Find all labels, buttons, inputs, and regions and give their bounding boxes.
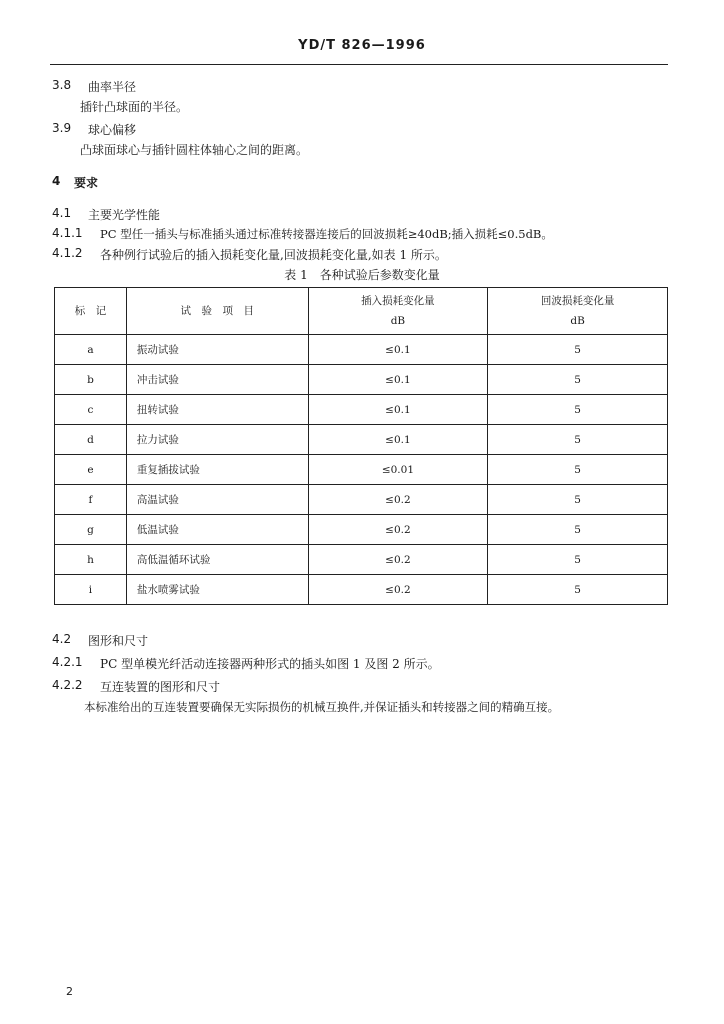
table-caption: 表 1 各种试验后参数变化量 <box>284 268 440 282</box>
cell-item: 盐水喷雾试验 <box>126 575 308 605</box>
table-row <box>55 425 668 455</box>
cell-mark: b <box>55 365 127 395</box>
cell-return-loss: 5 <box>488 395 668 425</box>
header-insertion-loss-label: 插入损耗变化量 <box>361 295 435 307</box>
section-title: 图形和尺寸 <box>88 634 149 648</box>
section-title: 球心偏移 <box>88 123 137 137</box>
section-number: 4.1.1 <box>52 226 83 240</box>
cell-insertion-loss: ≤0.2 <box>308 575 488 605</box>
cell-item: 重复插拔试验 <box>126 455 308 485</box>
table-row <box>55 515 668 545</box>
cell-mark: a <box>55 335 127 365</box>
cell-mark: d <box>55 425 127 455</box>
cell-return-loss: 5 <box>488 335 668 365</box>
cell-item: 高低温循环试验 <box>126 545 308 575</box>
table-row <box>55 575 668 605</box>
table-row <box>55 365 668 395</box>
cell-mark: f <box>55 485 127 515</box>
cell-return-loss: 5 <box>488 545 668 575</box>
cell-insertion-loss: ≤0.1 <box>308 425 488 455</box>
cell-return-loss: 5 <box>488 425 668 455</box>
parameter-table <box>54 287 668 605</box>
header-insertion-loss-unit: dB <box>390 315 406 327</box>
cell-item: 低温试验 <box>126 515 308 545</box>
cell-insertion-loss: ≤0.1 <box>308 335 488 365</box>
page-number: 2 <box>66 985 73 998</box>
cell-mark: i <box>55 575 127 605</box>
cell-item: 扭转试验 <box>126 395 308 425</box>
header-mark: 标 记 <box>55 288 127 335</box>
section-number: 4 <box>52 174 61 188</box>
header-return-loss <box>488 288 668 335</box>
table-row <box>55 395 668 425</box>
cell-mark: c <box>55 395 127 425</box>
table-row <box>55 485 668 515</box>
cell-item: 振动试验 <box>126 335 308 365</box>
cell-insertion-loss: ≤0.01 <box>308 455 488 485</box>
paragraph: PC 型单模光纤活动连接器两种形式的插头如图 1 及图 2 所示。 <box>100 657 440 671</box>
cell-return-loss: 5 <box>488 575 668 605</box>
header-insertion-loss <box>308 288 488 335</box>
header-rule <box>50 64 668 65</box>
cell-mark: g <box>55 515 127 545</box>
cell-insertion-loss: ≤0.2 <box>308 485 488 515</box>
section-title: 主要光学性能 <box>88 208 161 222</box>
cell-insertion-loss: ≤0.2 <box>308 545 488 575</box>
cell-insertion-loss: ≤0.1 <box>308 365 488 395</box>
cell-mark: h <box>55 545 127 575</box>
section-number: 4.2.2 <box>52 678 83 692</box>
cell-mark: e <box>55 455 127 485</box>
section-title: 曲率半径 <box>88 80 137 94</box>
section-title: 互连装置的图形和尺寸 <box>100 680 221 694</box>
document-header: YD/T 826—1996 <box>298 38 426 53</box>
section-number: 4.2.1 <box>52 655 83 669</box>
cell-return-loss: 5 <box>488 515 668 545</box>
section-number: 4.1 <box>52 206 72 220</box>
cell-insertion-loss: ≤0.1 <box>308 395 488 425</box>
cell-return-loss: 5 <box>488 455 668 485</box>
section-number: 3.8 <box>52 78 72 92</box>
section-number: 4.1.2 <box>52 246 83 260</box>
header-return-loss-unit: dB <box>570 315 585 327</box>
paragraph: 各种例行试验后的插入损耗变化量,回波损耗变化量,如表 1 所示。 <box>100 248 447 262</box>
cell-return-loss: 5 <box>488 365 668 395</box>
cell-item: 高温试验 <box>126 485 308 515</box>
cell-item: 拉力试验 <box>126 425 308 455</box>
section-body: 凸球面球心与插针圆柱体轴心之间的距离。 <box>80 143 309 157</box>
table-row <box>55 455 668 485</box>
cell-return-loss: 5 <box>488 485 668 515</box>
section-number: 4.2 <box>52 632 72 646</box>
section-title: 要求 <box>74 176 99 190</box>
section-number: 3.9 <box>52 121 72 135</box>
cell-insertion-loss: ≤0.2 <box>308 515 488 545</box>
cell-item: 冲击试验 <box>126 365 308 395</box>
paragraph: 本标准给出的互连装置要确保无实际损伤的机械互换件,并保证插头和转接器之间的精确互接。 <box>84 700 560 714</box>
paragraph: PC 型任一插头与标准插头通过标准转接器连接后的回波损耗≥40dB;插入损耗≤0.5dB。 <box>100 227 553 241</box>
header-item: 试 验 项 目 <box>126 288 308 335</box>
section-body: 插针凸球面的半径。 <box>80 100 189 114</box>
table-header-row <box>55 288 668 335</box>
table-row <box>55 545 668 575</box>
header-return-loss-label: 回波损耗变化量 <box>540 295 615 307</box>
table-row <box>55 335 668 365</box>
